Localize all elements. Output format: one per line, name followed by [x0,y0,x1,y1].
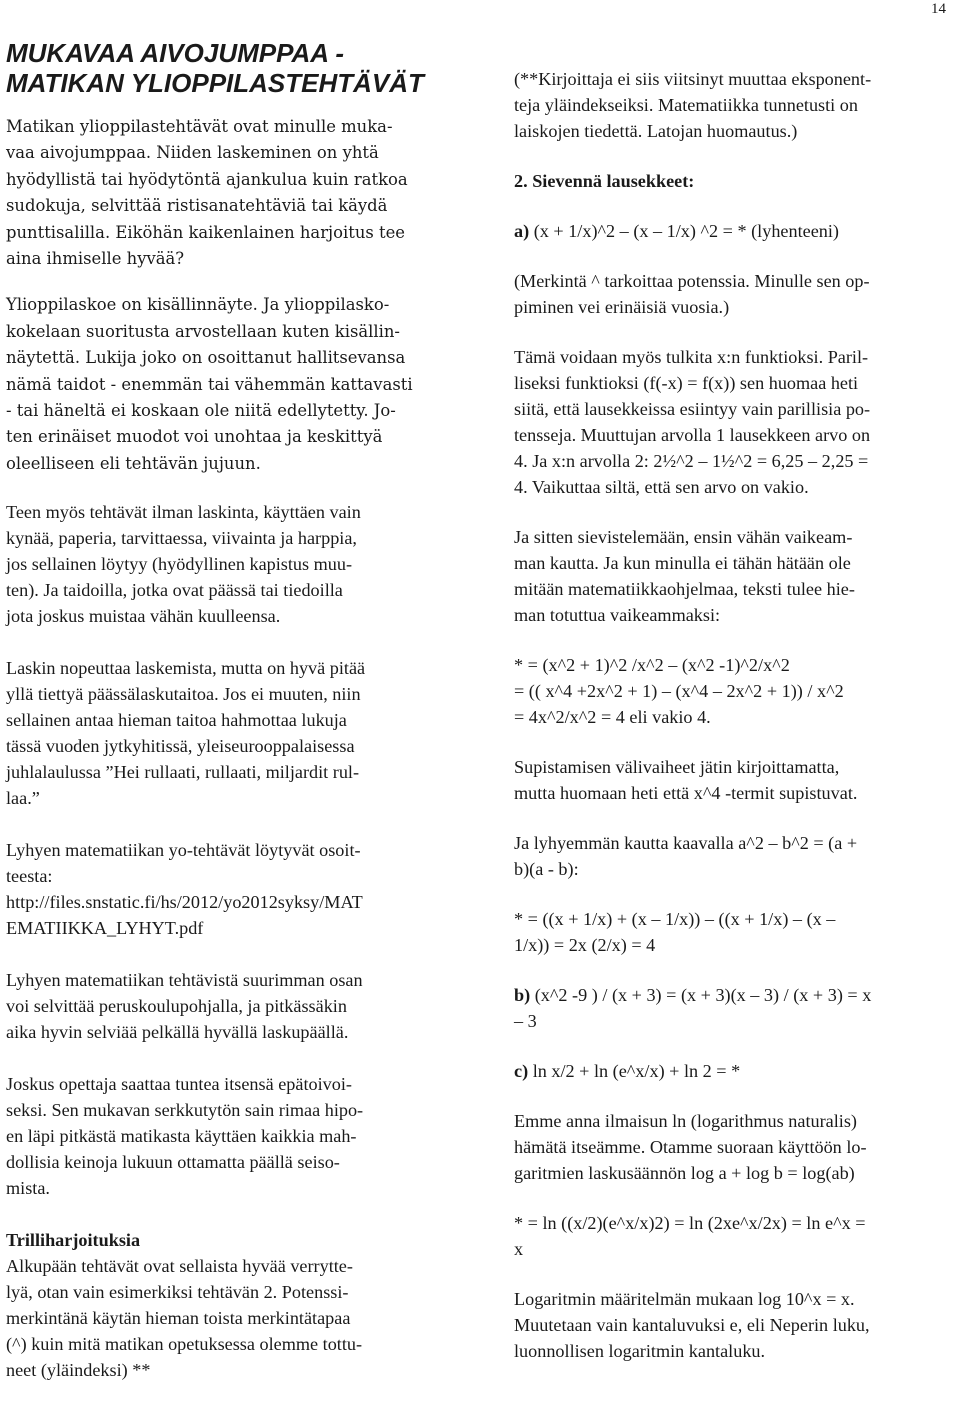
article-title: MUKAVAA AIVOJUMPPAA - MATIKAN YLIOPPILASTEHTÄVÄT [6,38,424,98]
exercise-b [514,982,954,1034]
tama-paragraph: Tämä voidaan myös tulkita x:n funktioksi. Paril- liseksi funktioksi (f(-x) = f(x)) sen huomaa heti siitä, että lausekkeissa esiintyy vain parillisia po- tensseja. Muuttujan arvolla 1 lausekkeen arvo on 4. Ja x:n arvolla 2: 2½^2 – 1½^2 = 6,25 – 2,25 = 4. Vaikuttaa siltä, että sen arvo on vakio. [514,347,871,497]
calculation-2: * = ((x + 1/x) + (x – 1/x)) – ((x + 1/x) – (x – 1/x)) = 2x (2/x) = 4 [514,909,836,955]
expression-c: ln x/2 + ln (e^x/x) + ln 2 = * [528,1061,741,1081]
laskin-paragraph: Laskin nopeuttaa laskemista, mutta on hyvä pitää yllä tiettyä päässälaskutaitoa. Jos ei muuten, niin sellainen antaa hieman taitoa hahmottaa lukuja tässä vuoden jytkyhitissä, yleiseurooppalaisessa juhlalaulussa ”Hei rullaati, rullaati, miljardit rul- laa.” [6,658,366,809]
ja-lyhyemman-paragraph: Ja lyhyemmän kautta kaavalla a^2 – b^2 = (a + b)(a - b): [514,833,858,879]
ja-sitten-paragraph: Ja sitten sievistelemään, ensin vähän vaikeam- man kautta. Ja kun minulla ei tähän hätään ole mitään matematiikkaohjelmaa, teksti tulee hie- man totuttua vaikeammaksi: [514,527,855,625]
left-column [6,38,454,1383]
link-paragraph: Lyhyen matematiikan yo-tehtävät löytyvät osoit- teesta: http://files.snstatic.fi/hs/2012/yo2012syksy/MAT EMATIIKKA_LYHYT.pdf [6,840,363,939]
merkinta-paragraph: (Merkintä ^ tarkoittaa potenssia. Minulle sen op- piminen vei erinäisiä vuosia.) [514,271,870,317]
calculation-3: * = ln ((x/2)(e^x/x)2) = ln (2xe^x/2x) = ln e^x = x [514,1213,866,1259]
exercise-heading: 2. Sievennä lausekkeet: [514,171,695,191]
right-column [514,66,954,1388]
label-a: a) [514,221,530,241]
supistamisen-paragraph: Supistamisen välivaiheet jätin kirjoittamatta, mutta huomaan heti että x^4 -termit supistuvat. [514,757,858,803]
joskus-paragraph: Joskus opettaja saattaa tuntea itsensä epätoivoi- seksi. Sen mukavan serkkutytön sain rimaa hipo- en läpi pitkästä matikasta käyttäen kaikkia mah- dollisia keinoja lukuun ottamatta päällä seiso- mista. [6,1074,364,1199]
kirjoittaja-note: (**Kirjoittaja ei siis viitsinyt muuttaa eksponent- teja yläindekseiksi. Matematiikka tunnetusti on laiskojen tiedettä. Latojan huomautus.) [514,69,872,141]
emme-paragraph: Emme anna ilmaisun ln (logarithmus naturalis) hämätä itseämme. Otamme suoraan käyttöön lo- garitmien laskusäännön log a + log b = log(ab) [514,1111,867,1183]
expression-b: (x^2 -9 ) / (x + 3) = (x + 3)(x – 3) / (x + 3) = x – 3 [514,985,872,1031]
logaritmin-paragraph: Logaritmin määritelmän mukaan log 10^x = x. Muutetaan vain kantaluvuksi e, eli Neperin luku, luonnollisen logaritmin kantaluku. [514,1289,870,1361]
label-b: b) [514,985,531,1005]
expression-a: (x + 1/x)^2 – (x – 1/x) ^2 = * (lyhenteeni) [529,221,839,241]
lyhyen-tehtavista-paragraph: Lyhyen matematiikan tehtävistä suurimman osan voi selvittää peruskoulupohjalla, ja pitkässäkin aika hyvin selviää pelkällä hyvällä laskupäällä. [6,970,363,1043]
intro-paragraph: Matikan ylioppilastehtävät ovat minulle muka- vaa aivojumppaa. Niiden laskeminen on yhtä hyödyllistä tai hyödytöntä ajankulua kuin ratkoa sudokuja, selvittää ristisanatehtäviä tai käydä punttisalilla. Eiköhän kaikenlainen harjoitus tee aina ihmiselle hyvää? [6,117,408,269]
trilli-heading: Trilliharjoituksia [6,1230,141,1251]
label-c: c) [514,1061,529,1081]
ylioppilaskoe-paragraph: Ylioppilaskoe on kisällinnäyte. Ja ylioppilasko- kokelaan suoritusta arvostellaan kuten kisällin- näytettä. Lukija joko on osoittanut hallitsevansa nämä taidot - enemmän tai vähemmän kattavasti - tai häneltä ei koskaan ole niitä edellytetty. Jo- ten erinäiset muodot voi unohtaa ja keskittyä oleelliseen eli tehtävän jujuun. [6,295,413,473]
teen-paragraph: Teen myös tehtävät ilman laskinta, käyttäen vain kynää, paperia, tarvittaessa, viivainta ja harppia, jos sellainen löytyy (hyödyllinen kapistus muu- ten). Ja taidoilla, jotka ovat päässä tai tiedoilla jota joskus muistaa vähän kuulleensa. [6,502,361,627]
calculation-1: * = (x^2 + 1)^2 /x^2 – (x^2 -1)^2/x^2 = (( x^4 +2x^2 + 1) – (x^4 – 2x^2 + 1)) / x^2 = 4x^2/x^2 = 4 eli vakio 4. [514,655,844,727]
exercise-a [514,218,954,244]
page-number: 14 [931,1,946,17]
exercise-c [514,1058,954,1084]
trilli-paragraph: Alkupään tehtävät ovat sellaista hyvää verryttе- lyä, otan vain esimerkiksi tehtävän 2. Potenssi- merkintänä käytän hieman toista merkintätapaa (^) kuin mitä matikan opetuksessa olemme tottu- neet (yläindeksi) ** [6,1256,363,1381]
